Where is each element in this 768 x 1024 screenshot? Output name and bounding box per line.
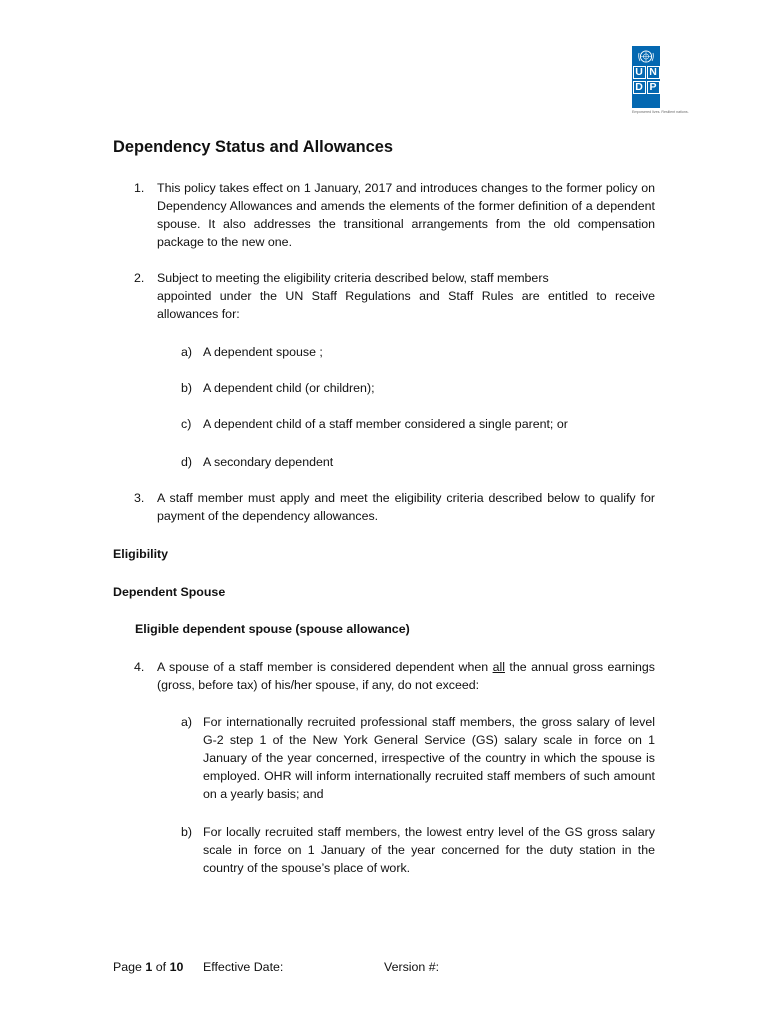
logo-letter-d: D bbox=[633, 81, 646, 94]
sub-item-label: b) bbox=[181, 381, 193, 395]
sub-item-4a bbox=[181, 713, 655, 803]
sub-item-2d bbox=[181, 453, 655, 471]
sub-item-label: c) bbox=[181, 417, 192, 431]
heading-eligibility: Eligibility bbox=[113, 547, 169, 561]
list-item-3 bbox=[134, 489, 655, 525]
sub-item-2b bbox=[181, 379, 655, 397]
item-text-pre: A spouse of a staff member is considered dependent when bbox=[157, 660, 493, 674]
page-word: Page bbox=[113, 960, 142, 974]
effective-date-label: Effective Date: bbox=[203, 960, 284, 974]
sub-item-2c bbox=[181, 415, 655, 433]
page-footer bbox=[0, 958, 768, 976]
item-text-rest: appointed under the UN Staff Regulations and Staff Rules are entitled to receive allowances for: bbox=[157, 289, 655, 321]
logo-letter-n: N bbox=[647, 66, 660, 79]
list-item-1 bbox=[134, 179, 655, 251]
sub-item-text: A dependent child of a staff member considered a single parent; or bbox=[203, 417, 568, 431]
list-item-4 bbox=[134, 658, 655, 694]
item-number: 3. bbox=[134, 491, 145, 505]
item-number: 4. bbox=[134, 660, 145, 674]
sub-item-label: a) bbox=[181, 345, 193, 359]
page-current: 1 bbox=[145, 960, 153, 974]
item-text: A staff member must apply and meet the eligibility criteria described below to qualify for payment of the dependency allowances. bbox=[157, 491, 655, 523]
logo-tagline: Empowered lives. Resilient nations. bbox=[632, 110, 689, 114]
sub-item-text: For locally recruited staff members, the lowest entry level of the GS gross salary scale in force on 1 January of the year concerned for the duty station in the country of the spouse’s place of work. bbox=[203, 825, 655, 875]
heading-dependent-spouse: Dependent Spouse bbox=[113, 585, 226, 599]
sub-item-text: A dependent spouse ; bbox=[203, 345, 323, 359]
version-label: Version #: bbox=[384, 960, 440, 974]
item-text-post: the annual gross earnings (gross, before tax) of his/her spouse, if any, do not exceed: bbox=[157, 660, 655, 692]
of-word: of bbox=[155, 960, 167, 974]
undp-logo-box bbox=[632, 46, 660, 108]
document-title: Dependency Status and Allowances bbox=[113, 138, 393, 156]
logo-letter-p: P bbox=[647, 81, 660, 94]
sub-item-4b bbox=[181, 823, 655, 877]
item-number: 2. bbox=[134, 271, 145, 285]
undp-logo bbox=[632, 46, 689, 114]
logo-letter-u: U bbox=[633, 66, 646, 79]
list-item-2 bbox=[134, 269, 655, 323]
sub-item-label: a) bbox=[181, 715, 193, 729]
heading-eligible-spouse: Eligible dependent spouse (spouse allowance) bbox=[135, 622, 410, 636]
item-text-underlined: all bbox=[492, 660, 505, 674]
sub-item-text: A secondary dependent bbox=[203, 455, 334, 469]
item-text-line1: Subject to meeting the eligibility criteria described below, staff members bbox=[157, 271, 549, 285]
sub-item-text: A dependent child (or children); bbox=[203, 381, 375, 395]
sub-item-text: For internationally recruited professional staff members, the gross salary of level G-2 step 1 of the New York General Service (GS) salary scale in force on 1 January of the year concerned, irrespective of the country in which the spouse is employed. OHR will inform internationally recruited staff members of such amount on a yearly basis; and bbox=[203, 715, 655, 801]
page-total: 10 bbox=[169, 960, 184, 974]
sub-item-label: d) bbox=[181, 455, 193, 469]
page-number bbox=[113, 958, 183, 976]
sub-item-label: b) bbox=[181, 825, 193, 839]
item-text: This policy takes effect on 1 January, 2017 and introduces changes to the former policy on Dependency Allowances and amends the elements of the former definition of a dependent spouse. It also addresses the transitional arrangements from the old compensation package to the new one. bbox=[157, 181, 655, 249]
sub-item-2a bbox=[181, 343, 655, 361]
item-number: 1. bbox=[134, 181, 145, 195]
